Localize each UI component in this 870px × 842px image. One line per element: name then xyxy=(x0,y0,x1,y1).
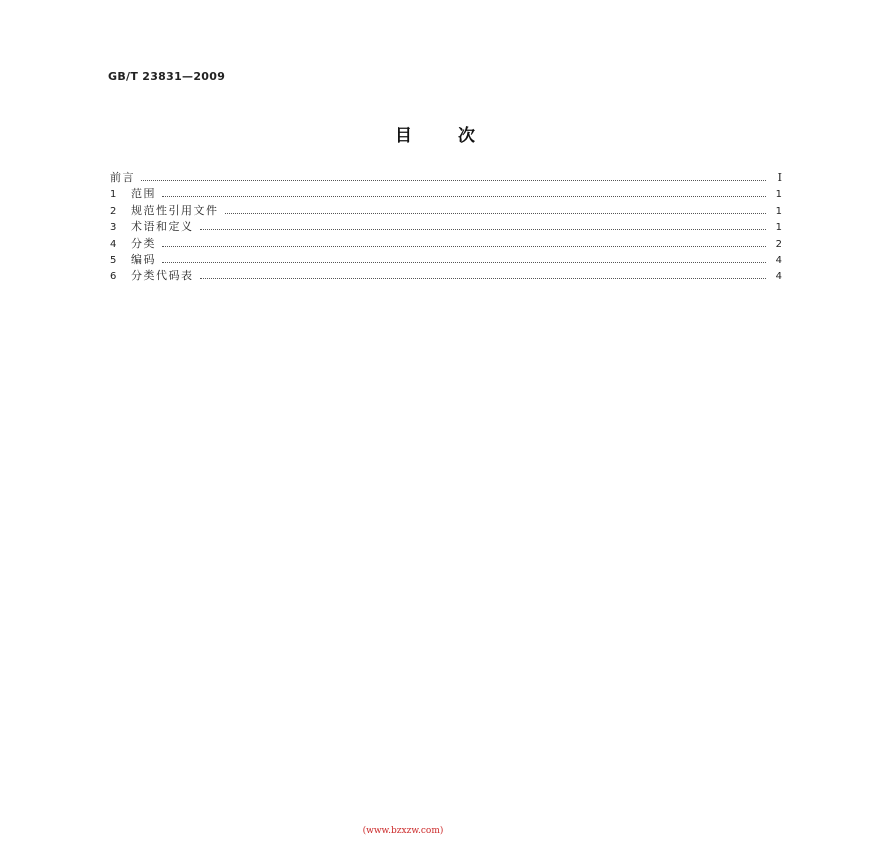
toc-page-number: 1 xyxy=(775,189,782,201)
toc-label: 规范性引用文件 xyxy=(131,203,219,217)
toc-entry-normative-references[interactable] xyxy=(110,203,782,219)
toc-number: 2 xyxy=(110,205,117,217)
toc-entry-terms-definitions[interactable] xyxy=(110,219,782,235)
toc-label: 术语和定义 xyxy=(131,220,194,234)
toc-entry-coding[interactable] xyxy=(110,252,782,268)
toc-page-number: 4 xyxy=(775,254,782,266)
page-title: 目次 xyxy=(395,126,521,146)
toc-page-number: 4 xyxy=(775,271,782,283)
toc-entry-scope[interactable] xyxy=(110,186,782,202)
toc-leader-dots xyxy=(162,196,766,197)
standard-code: GB/T 23831—2009 xyxy=(108,70,226,83)
toc-entry-foreword[interactable] xyxy=(110,170,782,186)
toc-number: 5 xyxy=(110,254,117,266)
toc-label: 范围 xyxy=(131,187,156,201)
toc-leader-dots xyxy=(162,262,766,263)
toc-page-number: 1 xyxy=(775,205,782,217)
toc-page-number: 2 xyxy=(775,238,782,250)
toc-label: 分类 xyxy=(131,236,156,250)
toc-number: 6 xyxy=(110,271,117,283)
toc-leader-dots xyxy=(200,229,767,230)
toc-leader-dots xyxy=(225,213,767,214)
website-watermark: (www.bzxzw.com) xyxy=(362,826,444,836)
toc-number: 1 xyxy=(110,189,117,201)
toc-leader-dots xyxy=(162,246,766,247)
toc-page-number: I xyxy=(777,171,782,184)
toc-entry-classification[interactable] xyxy=(110,236,782,252)
toc-number: 4 xyxy=(110,238,117,250)
toc-label: 编码 xyxy=(131,252,156,266)
toc-entry-code-table[interactable] xyxy=(110,268,782,284)
toc-label: 分类代码表 xyxy=(131,269,194,283)
table-of-contents xyxy=(110,170,782,285)
toc-label: 前言 xyxy=(110,171,135,184)
toc-leader-dots xyxy=(200,278,767,279)
toc-leader-dots xyxy=(141,180,766,181)
toc-number: 3 xyxy=(110,222,117,234)
toc-page-number: 1 xyxy=(775,222,782,234)
